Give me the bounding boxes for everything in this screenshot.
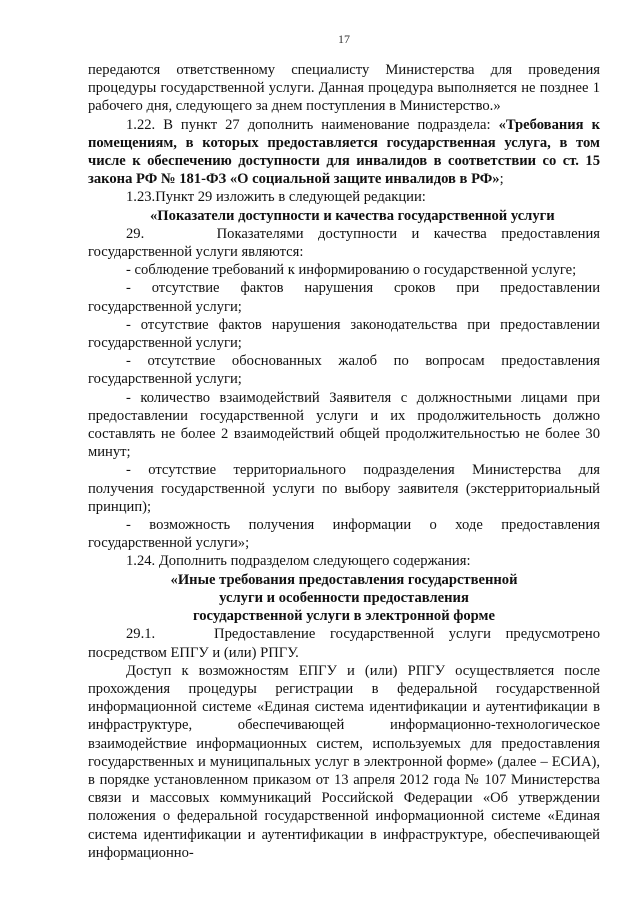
heading-other-requirements-line-3: государственной услуги в электронной форме — [193, 608, 495, 625]
heading-accessibility-quality: «Показатели доступности и качества государственной услуги — [150, 207, 555, 224]
paragraph-29-1: 29.1. Предоставление государственной услуги предусмотрено посредством ЕПГУ и (или) РПГУ. — [88, 626, 600, 661]
list-item: - количество взаимодействий Заявителя с должностными лицами при предоставлении государственной услуги и их продолжительность должно составлять не более 2 взаимодействий общей продолжительностью не более 30 минут; — [88, 389, 600, 461]
paragraph-esia-access: Доступ к возможностям ЕПГУ и (или) РПГУ осуществляется после прохождения процедуры регистрации в федеральной государственной информационной системе «Единая система идентификации и аутентификации в инфраструктуре, обеспечивающей информационно-технологическое взаимодействие информационных систем, используемых для предоставления государственных и муниципальных услуг в электронной форме» (далее – ЕСИА), в порядке установленном приказом от 13 апреля 2012 года № 107 Министерства связи и массовых коммуникаций Российской Федерации «Об утверждении положения о федеральной государственной информационной системе «Единая система идентификации и аутентификации в инфраструктуре, обеспечивающей информационно- — [88, 662, 600, 861]
heading-other-requirements-line-2: услуги и особенности предоставления — [219, 589, 469, 606]
list-item: - соблюдение требований к информированию о государственной услуге; — [126, 262, 577, 279]
list-item: - возможность получения информации о ходе предоставления государственной услуги»; — [88, 517, 600, 552]
list-item: - отсутствие территориального подразделения Министерства для получения государственной услуги по выбору заявителя (экстерриториальный принцип); — [88, 462, 600, 515]
list-item: - отсутствие фактов нарушения сроков при предоставлении государственной услуги; — [88, 280, 600, 315]
subsection-title-premises: «Требования к помещениям, в которых предоставляется государственная услуга, в том числе к обеспечению доступности для инвалидов в соответствии со ст. 15 закона РФ № 181-ФЗ «О социальной защите инвалидов в РФ» — [88, 116, 600, 188]
list-item: - отсутствие фактов нарушения законодательства при предоставлении государственной услуги; — [88, 316, 600, 352]
document-body — [88, 61, 600, 862]
paragraph-continued: передаются ответственному специалисту Министерства для проведения процедуры государственной услуги. Данная процедура выполняется не позднее 1 рабочего дня, следующего за днем поступления в Министерство.» — [88, 62, 600, 115]
heading-other-requirements-line-1: «Иные требования предоставления государственной — [170, 571, 518, 588]
paragraph-1-22 — [88, 116, 600, 189]
paragraph-1-22-text: 1.22. В пункт 27 дополнить наименование подраздела: — [126, 116, 499, 133]
paragraph-1-22-suffix: ; — [499, 171, 504, 188]
paragraph-1-23: 1.23.Пункт 29 изложить в следующей редакции: — [126, 189, 426, 206]
list-item: - отсутствие обоснованных жалоб по вопросам предоставления государственной услуги; — [88, 353, 600, 388]
paragraph-1-24: 1.24. Дополнить подразделом следующего содержания: — [126, 553, 471, 570]
page-number: 17 — [338, 32, 350, 46]
paragraph-29: 29. Показателями доступности и качества предоставления государственной услуги являются: — [88, 225, 600, 261]
